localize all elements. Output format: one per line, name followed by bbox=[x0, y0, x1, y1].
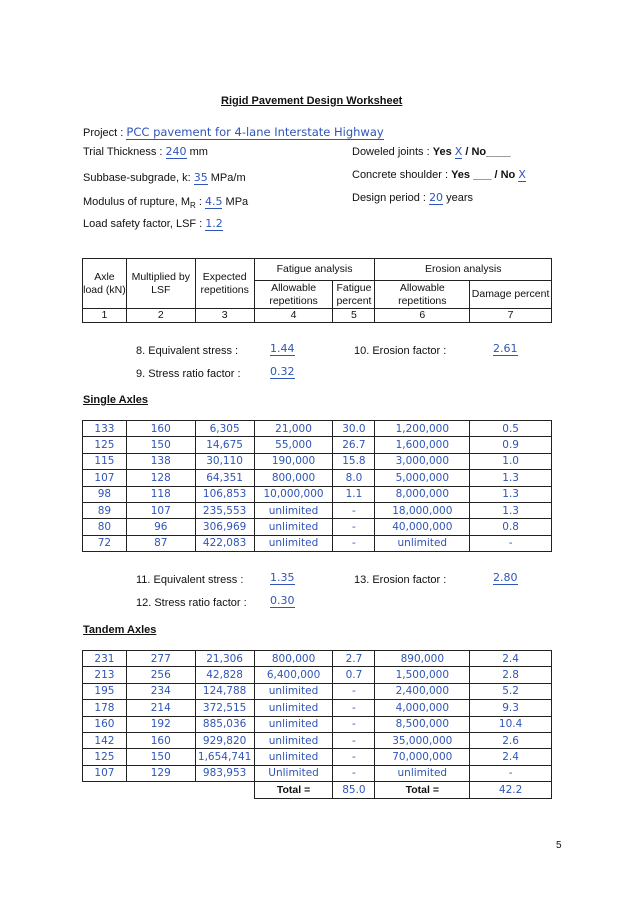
shoulder-label: Concrete shoulder : bbox=[352, 169, 452, 181]
table-cell: - bbox=[470, 535, 552, 551]
table-cell: 142 bbox=[83, 732, 127, 748]
shoulder-row bbox=[352, 168, 526, 181]
table-cell: 1,600,000 bbox=[375, 437, 470, 453]
table-cell: 30.0 bbox=[333, 421, 375, 437]
doweled-mark: X bbox=[454, 145, 463, 158]
damage-total-value: 42.2 bbox=[470, 782, 552, 798]
table-row bbox=[83, 700, 552, 716]
doweled-label: Doweled joints : bbox=[352, 146, 433, 158]
table-cell: unlimited bbox=[254, 716, 333, 732]
table-cell: unlimited bbox=[254, 519, 333, 535]
table-cell: 98 bbox=[83, 486, 127, 502]
eq-stress-11-label: 11. Equivalent stress : bbox=[136, 574, 244, 586]
table-row bbox=[83, 683, 552, 699]
table-cell: 107 bbox=[83, 470, 127, 486]
table-cell: 8.0 bbox=[333, 470, 375, 486]
ratio-12-label: 12. Stress ratio factor : bbox=[136, 597, 247, 609]
table-cell: 72 bbox=[83, 535, 127, 551]
subbase-value: 35 bbox=[193, 171, 208, 184]
table-row bbox=[83, 535, 552, 551]
table-cell: 885,036 bbox=[195, 716, 254, 732]
table-cell: 124,788 bbox=[195, 683, 254, 699]
table-cell: - bbox=[333, 535, 375, 551]
table-cell: - bbox=[333, 683, 375, 699]
table-cell: 128 bbox=[126, 470, 195, 486]
trial-thickness-label: Trial Thickness : bbox=[83, 146, 163, 158]
table-cell: 4,000,000 bbox=[375, 700, 470, 716]
page-number: 5 bbox=[556, 840, 562, 851]
doweled-yes: Yes bbox=[432, 146, 452, 158]
column-number: 1 bbox=[83, 309, 127, 323]
table-cell: 96 bbox=[126, 519, 195, 535]
table-cell: - bbox=[333, 502, 375, 518]
table-cell: 6,305 bbox=[195, 421, 254, 437]
table-cell: 70,000,000 bbox=[375, 749, 470, 765]
design-period-label: Design period : bbox=[352, 192, 426, 204]
table-cell: 118 bbox=[126, 486, 195, 502]
table-row bbox=[83, 651, 552, 667]
table-cell: 21,000 bbox=[254, 421, 333, 437]
col-multiplied: Multiplied by LSF bbox=[126, 259, 195, 309]
table-cell: 2,400,000 bbox=[375, 683, 470, 699]
trial-thickness-row bbox=[83, 145, 208, 158]
col-axle: Axle load (kN) bbox=[83, 259, 127, 309]
table-cell: 5,000,000 bbox=[375, 470, 470, 486]
single-axles-heading: Single Axles bbox=[83, 394, 149, 406]
ratio-9-value: 0.32 bbox=[270, 365, 295, 378]
table-cell: 372,515 bbox=[195, 700, 254, 716]
table-cell: 2.6 bbox=[470, 732, 552, 748]
modulus-row bbox=[83, 195, 248, 210]
table-cell: 178 bbox=[83, 700, 127, 716]
column-number: 6 bbox=[375, 309, 470, 323]
table-cell: 0.9 bbox=[470, 437, 552, 453]
table-cell: 1,654,741 bbox=[195, 749, 254, 765]
project-value: PCC pavement for 4-lane Interstate Highway bbox=[126, 125, 384, 139]
table-row bbox=[83, 732, 552, 748]
table-cell: 800,000 bbox=[254, 651, 333, 667]
single-axles-table bbox=[82, 420, 552, 552]
table-cell: 133 bbox=[83, 421, 127, 437]
table-cell: 40,000,000 bbox=[375, 519, 470, 535]
table-cell: 14,675 bbox=[195, 437, 254, 453]
table-cell: 160 bbox=[83, 716, 127, 732]
table-cell: 8,000,000 bbox=[375, 486, 470, 502]
fatigue-total-value: 85.0 bbox=[333, 782, 375, 798]
table-row bbox=[83, 749, 552, 765]
table-cell: 1.1 bbox=[333, 486, 375, 502]
table-cell: 1.3 bbox=[470, 502, 552, 518]
table-cell: - bbox=[333, 519, 375, 535]
fatigue-analysis-header: Fatigue analysis bbox=[254, 259, 375, 281]
table-cell: unlimited bbox=[375, 535, 470, 551]
table-cell: - bbox=[333, 700, 375, 716]
table-cell: 2.4 bbox=[470, 749, 552, 765]
table-row bbox=[83, 502, 552, 518]
subbase-unit: MPa/m bbox=[210, 172, 246, 184]
ratio-9-label: 9. Stress ratio factor : bbox=[136, 368, 241, 380]
table-cell: 235,553 bbox=[195, 502, 254, 518]
table-cell: 42,828 bbox=[195, 667, 254, 683]
table-cell: 0.7 bbox=[333, 667, 375, 683]
table-cell: 129 bbox=[126, 765, 195, 781]
table-row bbox=[83, 667, 552, 683]
table-cell: 26.7 bbox=[333, 437, 375, 453]
table-cell: 983,953 bbox=[195, 765, 254, 781]
erosion-analysis-header: Erosion analysis bbox=[375, 259, 552, 281]
table-cell: unlimited bbox=[254, 502, 333, 518]
table-cell: 1,200,000 bbox=[375, 421, 470, 437]
page-title: Rigid Pavement Design Worksheet bbox=[221, 95, 403, 107]
eq-stress-8-label: 8. Equivalent stress : bbox=[136, 345, 239, 357]
design-period-row bbox=[352, 191, 473, 204]
table-cell: 64,351 bbox=[195, 470, 254, 486]
column-number: 4 bbox=[254, 309, 333, 323]
table-cell: 890,000 bbox=[375, 651, 470, 667]
col-allowable-erosion: Allowable repetitions bbox=[375, 281, 470, 309]
table-cell: 106,853 bbox=[195, 486, 254, 502]
header-table bbox=[82, 258, 552, 323]
total-row bbox=[83, 782, 552, 798]
table-cell: 213 bbox=[83, 667, 127, 683]
erosion-10-label: 10. Erosion factor : bbox=[354, 345, 447, 357]
table-cell: 10,000,000 bbox=[254, 486, 333, 502]
table-cell: 9.3 bbox=[470, 700, 552, 716]
column-number: 3 bbox=[195, 309, 254, 323]
table-row bbox=[83, 437, 552, 453]
table-cell: 6,400,000 bbox=[254, 667, 333, 683]
column-number: 2 bbox=[126, 309, 195, 323]
modulus-subscript: R bbox=[190, 201, 196, 211]
eq-stress-11-value: 1.35 bbox=[270, 571, 295, 584]
table-row bbox=[83, 716, 552, 732]
table-cell: 214 bbox=[126, 700, 195, 716]
eq-stress-8-value: 1.44 bbox=[270, 342, 295, 355]
lsf-row bbox=[83, 217, 223, 230]
table-cell: 138 bbox=[126, 453, 195, 469]
subbase-row bbox=[83, 171, 246, 184]
table-cell: 3,000,000 bbox=[375, 453, 470, 469]
table-cell: 55,000 bbox=[254, 437, 333, 453]
fatigue-total-label: Total = bbox=[254, 782, 333, 798]
blank-cell bbox=[83, 782, 127, 798]
table-cell: unlimited bbox=[254, 535, 333, 551]
col-allowable-fatigue: Allowable repetitions bbox=[254, 281, 333, 309]
table-cell: 21,306 bbox=[195, 651, 254, 667]
table-cell: 150 bbox=[126, 437, 195, 453]
table-cell: 2.4 bbox=[470, 651, 552, 667]
table-cell: unlimited bbox=[254, 749, 333, 765]
table-cell: 1.0 bbox=[470, 453, 552, 469]
subbase-label: Subbase-subgrade, k: bbox=[83, 172, 191, 184]
column-number: 5 bbox=[333, 309, 375, 323]
trial-thickness-value: 240 bbox=[165, 145, 187, 158]
table-cell: 10.4 bbox=[470, 716, 552, 732]
modulus-colon: : bbox=[195, 196, 202, 208]
table-cell: 1.3 bbox=[470, 486, 552, 502]
lsf-label: Load safety factor, LSF : bbox=[83, 218, 203, 230]
table-cell: 800,000 bbox=[254, 470, 333, 486]
table-cell: - bbox=[333, 749, 375, 765]
table-cell: 18,000,000 bbox=[375, 502, 470, 518]
table-cell: - bbox=[333, 765, 375, 781]
table-cell: 107 bbox=[83, 765, 127, 781]
design-period-value: 20 bbox=[429, 191, 444, 204]
table-cell: 80 bbox=[83, 519, 127, 535]
table-cell: 2.7 bbox=[333, 651, 375, 667]
erosion-13-label: 13. Erosion factor : bbox=[354, 574, 447, 586]
col-expected: Expected repetitions bbox=[195, 259, 254, 309]
table-cell: unlimited bbox=[254, 683, 333, 699]
table-cell: 231 bbox=[83, 651, 127, 667]
tandem-axles-heading: Tandem Axles bbox=[83, 624, 157, 636]
table-cell: - bbox=[333, 732, 375, 748]
doweled-row bbox=[352, 145, 511, 158]
table-cell: 30,110 bbox=[195, 453, 254, 469]
table-row bbox=[83, 486, 552, 502]
table-cell: 0.8 bbox=[470, 519, 552, 535]
table-cell: 422,083 bbox=[195, 535, 254, 551]
blank-cell bbox=[195, 782, 254, 798]
table-cell: 190,000 bbox=[254, 453, 333, 469]
table-row bbox=[83, 453, 552, 469]
table-row bbox=[83, 421, 552, 437]
table-cell: 0.5 bbox=[470, 421, 552, 437]
table-cell: 125 bbox=[83, 437, 127, 453]
tandem-axles-table bbox=[82, 650, 552, 799]
shoulder-mark: X bbox=[518, 168, 526, 181]
table-cell: 306,969 bbox=[195, 519, 254, 535]
table-cell: 125 bbox=[83, 749, 127, 765]
erosion-10-value: 2.61 bbox=[493, 342, 518, 355]
modulus-label: Modulus of rupture, M bbox=[83, 196, 190, 208]
table-cell: 150 bbox=[126, 749, 195, 765]
table-cell: unlimited bbox=[254, 700, 333, 716]
project-label: Project : bbox=[83, 127, 124, 139]
erosion-13-value: 2.80 bbox=[493, 571, 518, 584]
table-row bbox=[83, 765, 552, 781]
doweled-rest: / No____ bbox=[465, 146, 511, 158]
table-cell: 160 bbox=[126, 421, 195, 437]
table-cell: 107 bbox=[126, 502, 195, 518]
table-cell: 15.8 bbox=[333, 453, 375, 469]
table-cell: 160 bbox=[126, 732, 195, 748]
trial-thickness-unit: mm bbox=[189, 146, 208, 158]
table-cell: unlimited bbox=[254, 732, 333, 748]
table-cell: 35,000,000 bbox=[375, 732, 470, 748]
table-row bbox=[83, 470, 552, 486]
column-number: 7 bbox=[470, 309, 552, 323]
table-cell: 277 bbox=[126, 651, 195, 667]
table-cell: 89 bbox=[83, 502, 127, 518]
table-cell: 192 bbox=[126, 716, 195, 732]
table-cell: 234 bbox=[126, 683, 195, 699]
col-damage-percent: Damage percent bbox=[470, 281, 552, 309]
ratio-12-value: 0.30 bbox=[270, 594, 295, 607]
table-cell: unlimited bbox=[375, 765, 470, 781]
table-cell: 5.2 bbox=[470, 683, 552, 699]
modulus-unit: MPa bbox=[225, 196, 249, 208]
shoulder-rest: Yes ___ / No bbox=[451, 169, 516, 181]
lsf-value: 1.2 bbox=[205, 217, 223, 230]
table-cell: 2.8 bbox=[470, 667, 552, 683]
blank-cell bbox=[126, 782, 195, 798]
table-cell: 87 bbox=[126, 535, 195, 551]
table-cell: 195 bbox=[83, 683, 127, 699]
table-cell: 1.3 bbox=[470, 470, 552, 486]
modulus-value: 4.5 bbox=[204, 195, 223, 208]
table-cell: - bbox=[470, 765, 552, 781]
table-cell: 115 bbox=[83, 453, 127, 469]
table-cell: 8,500,000 bbox=[375, 716, 470, 732]
table-cell: 1,500,000 bbox=[375, 667, 470, 683]
table-cell: Unlimited bbox=[254, 765, 333, 781]
table-cell: 929,820 bbox=[195, 732, 254, 748]
table-cell: - bbox=[333, 716, 375, 732]
col-fatigue-percent: Fatigue percent bbox=[333, 281, 375, 309]
design-period-unit: years bbox=[446, 192, 474, 204]
damage-total-label: Total = bbox=[375, 782, 470, 798]
table-row bbox=[83, 519, 552, 535]
table-cell: 256 bbox=[126, 667, 195, 683]
project-row bbox=[83, 125, 384, 139]
